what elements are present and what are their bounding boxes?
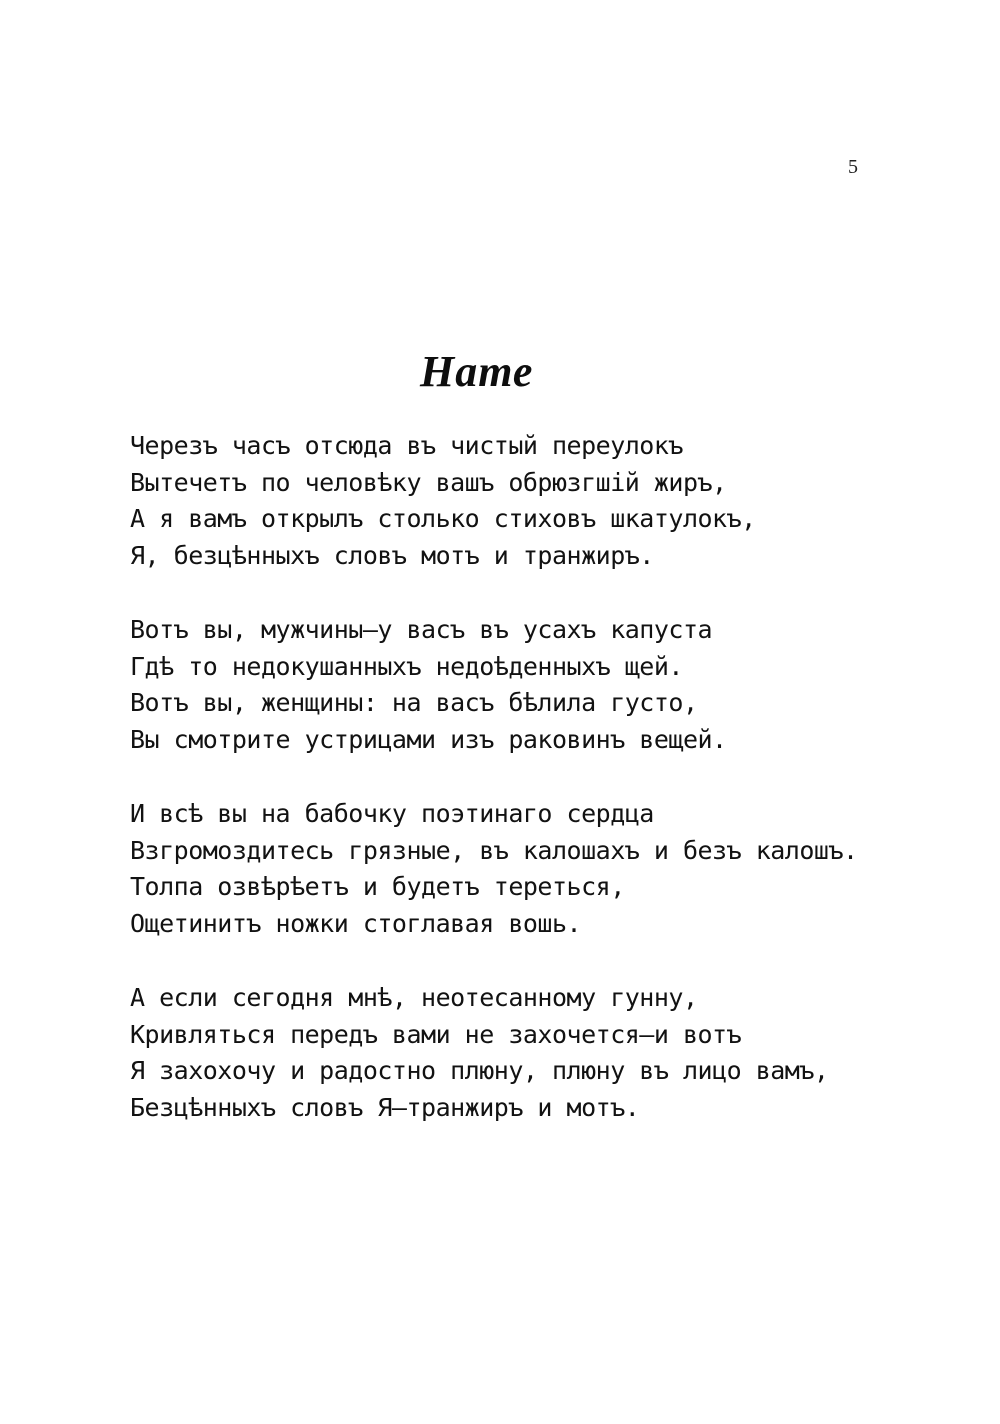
poem-line: Я, безцѣнныхъ словъ мотъ и транжиръ. bbox=[130, 540, 654, 570]
poem-line: Кривляться передъ вами не захочется—и вотъ bbox=[130, 1019, 742, 1049]
poem-line: Вытечетъ по человѣку вашъ обрюзгшiй жиръ, bbox=[130, 467, 727, 497]
stanza-4 bbox=[130, 980, 910, 1126]
poem-line: Вотъ вы, мужчины—у васъ въ усахъ капуста bbox=[130, 615, 713, 644]
poem-line: Гдѣ то недокушанныхъ недоѣденныхъ щей. bbox=[130, 651, 683, 681]
poem-title: Нате bbox=[420, 347, 534, 396]
poem-line: Я захохочу и радостно плюну, плюну въ лицо вамъ, bbox=[130, 1056, 829, 1085]
poem-body bbox=[130, 428, 910, 1164]
poem-line: А я вамъ открылъ столько стиховъ шкатулокъ, bbox=[130, 504, 756, 533]
poem-line: А если сегодня мнѣ, неотесанному гунну, bbox=[130, 983, 698, 1012]
poem-line: Взгромоздитесь грязные, въ калошахъ и безъ калошъ. bbox=[130, 835, 858, 865]
poem-line: Безцѣнныхъ словъ Я—транжиръ и мотъ. bbox=[130, 1092, 640, 1122]
poem-line: Черезъ часъ отсюда въ чистый переулокъ bbox=[130, 431, 683, 460]
poem-line: Вотъ вы, женщины: на васъ бѣлила густо, bbox=[130, 688, 698, 717]
poem-line: Ощетинитъ ножки стоглавая вошь. bbox=[130, 908, 582, 938]
page-number: 5 bbox=[848, 156, 858, 178]
poem-line: Вы смотрите устрицами изъ раковинъ вещей. bbox=[130, 724, 727, 754]
stanza-1 bbox=[130, 428, 910, 574]
poem-line: И всѣ вы на бабочку поэтинаго сердца bbox=[130, 799, 654, 828]
stanza-2 bbox=[130, 612, 910, 758]
stanza-3 bbox=[130, 796, 910, 942]
poem-line: Толпа озвѣрѣетъ и будетъ тереться, bbox=[130, 872, 625, 901]
